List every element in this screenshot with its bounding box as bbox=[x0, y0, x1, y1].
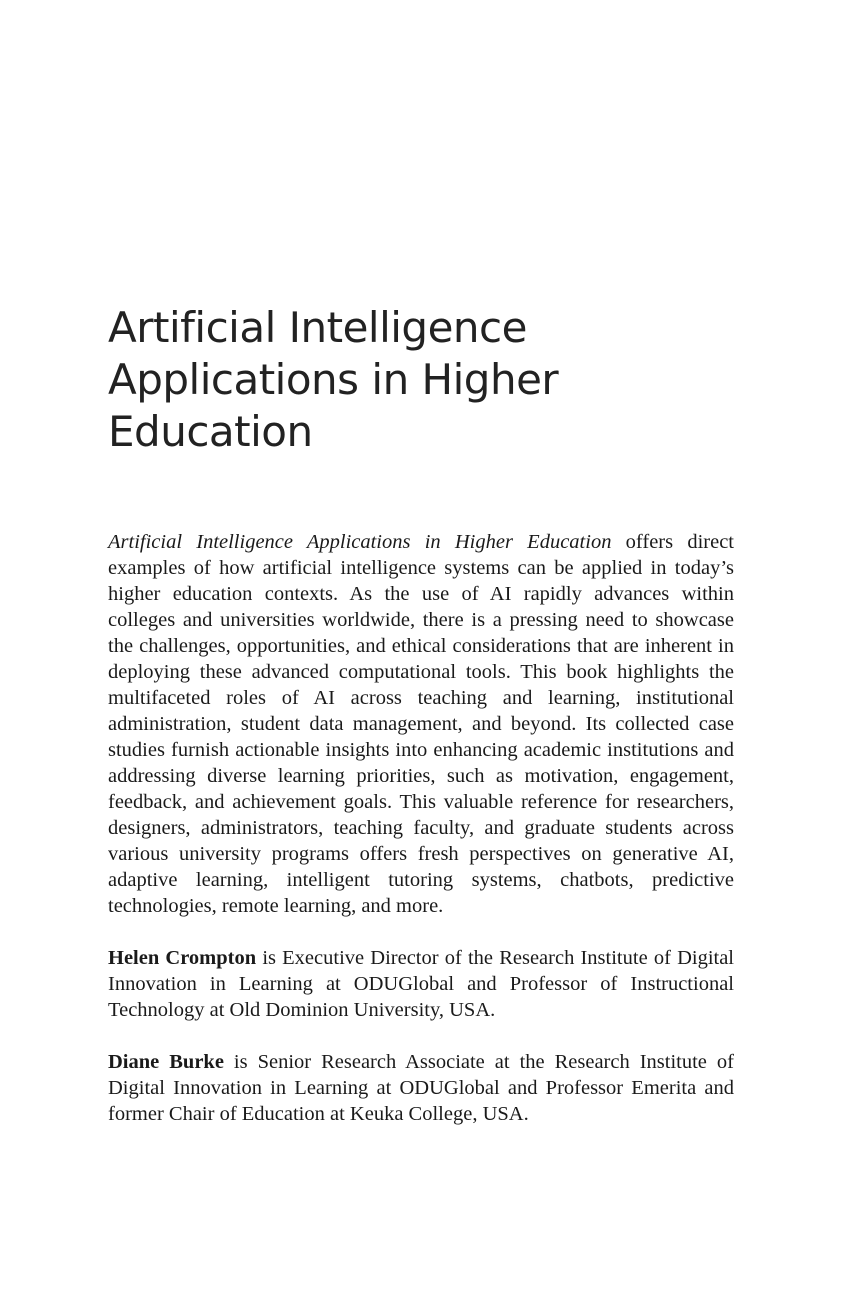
book-title-line-3: Education bbox=[108, 407, 313, 456]
author-bio-1 bbox=[108, 945, 734, 1023]
author-name-1: Helen Crompton bbox=[108, 947, 257, 969]
book-description-text: offers direct examples of how artificial intelligence systems can be applied in today’s higher education contexts. As the use of AI rapidly advances within colleges and universities worldwide, there is a pressing need to showcase the challenges, opportunities, and ethical considerations that are inherent in deploying these advanced computational tools. This book highlights the multifaceted roles of AI across teaching and learning, institutional administration, student data management, and beyond. Its collected case studies furnish actionable insights into enhancing academic institutions and addressing diverse learning priorities, such as motivation, engagement, feedback, and achievement goals. This valuable reference for researchers, designers, administrators, teaching faculty, and graduate students across various university programs offers fresh perspectives on generative AI, adaptive learning, intelligent tutoring systems, chatbots, predictive technologies, remote learning, and more. bbox=[108, 531, 735, 917]
book-description bbox=[108, 529, 734, 919]
book-title-line-1: Artificial Intelligence bbox=[108, 303, 527, 352]
book-description-section bbox=[108, 529, 734, 1153]
book-title-line-2: Applications in Higher bbox=[108, 355, 559, 404]
author-bio-2 bbox=[108, 1049, 734, 1127]
author-bio-text-2: is Senior Research Associate at the Research Institute of Digital Innovation in Learning at ODUGlobal and Professor Emerita and former Chair of Education at Keuka College, USA. bbox=[108, 1051, 734, 1125]
author-bio-text-1: is Executive Director of the Research Institute of Digital Innovation in Learning at ODUGlobal and Professor of Instructional Technology at Old Dominion University, USA. bbox=[108, 947, 735, 1021]
book-title bbox=[108, 302, 748, 458]
author-name-2: Diane Burke bbox=[108, 1051, 224, 1073]
book-title-italic: Artificial Intelligence Applications in Higher Education bbox=[108, 531, 612, 553]
